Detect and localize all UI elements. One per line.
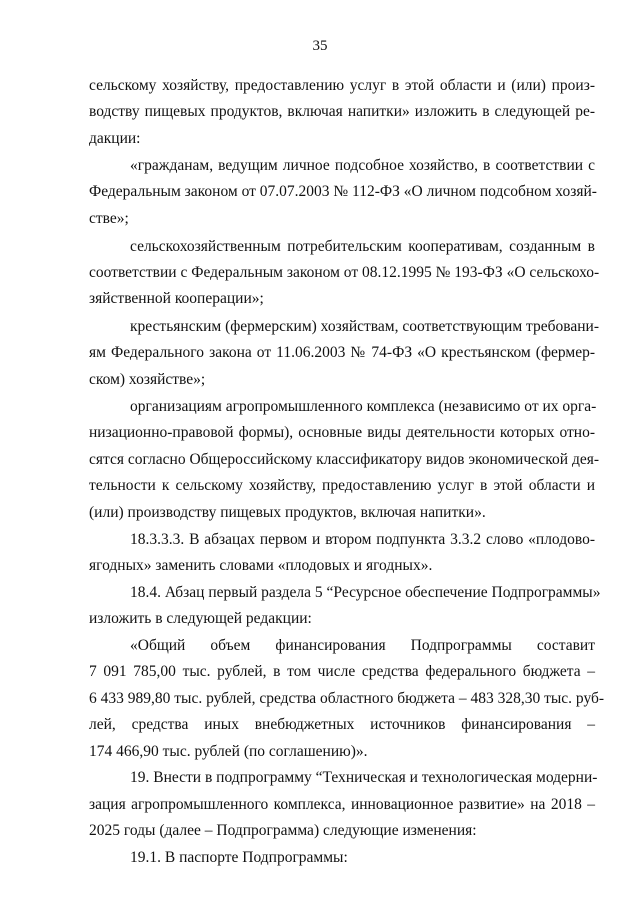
- text-line: дакции:: [89, 130, 141, 147]
- text-line: тельности к сельскому хозяйству, предоставлению услуг в этой области и: [89, 477, 595, 494]
- text-line: зяйственной кооперации»;: [89, 290, 264, 307]
- text-line: 2025 годы (далее – Подпрограмма) следующие изменения:: [89, 822, 477, 839]
- text-line: Федеральным законом от 07.07.2003 № 112-ФЗ «О личном подсобном хозяй-: [89, 183, 597, 200]
- text-line: 174 466,90 тыс. рублей (по соглашению)».: [89, 743, 368, 760]
- text-line: сятся согласно Общероссийскому классификатору видов экономической дея-: [89, 451, 600, 468]
- text-line: лей, средства иных внебюджетных источников финансирования –: [89, 716, 595, 733]
- text-line: 6 433 989,80 тыс. рублей, средства областного бюджета – 483 328,30 тыс. руб-: [89, 690, 605, 707]
- text-line: ском) хозяйстве»;: [89, 371, 206, 388]
- text-line: соответствии с Федеральным законом от 08.12.1995 № 193-ФЗ «О сельскохо-: [89, 264, 600, 281]
- text-line: (или) производству пищевых продуктов, включая напитки».: [89, 504, 486, 521]
- text-line: 18.4. Абзац первый раздела 5 “Ресурсное обеспечение Подпрограммы»: [130, 584, 601, 601]
- page-number: 35: [312, 38, 328, 54]
- text-line: ям Федерального закона от 11.06.2003 № 74-ФЗ «О крестьянском (фермер-: [89, 344, 595, 361]
- text-line: 18.3.3.3. В абзацах первом и втором подпункта 3.3.2 слово «плодово-: [130, 531, 595, 548]
- text-line: «гражданам, ведущим личное подсобное хозяйство, в соответствии с: [130, 157, 595, 174]
- text-line: ягодных» заменить словами «плодовых и ягодных».: [89, 557, 433, 574]
- text-line: сельскому хозяйству, предоставлению услуг в этой области и (или) произ-: [89, 77, 595, 94]
- text-line: сельскохозяйственным потребительским кооперативам, созданным в: [130, 238, 595, 255]
- text-line: крестьянским (фермерским) хозяйствам, соответствующим требовани-: [130, 318, 600, 335]
- text-line: стве»;: [89, 210, 129, 227]
- text-line: 7 091 785,00 тыс. рублей, в том числе средства федерального бюджета –: [89, 663, 595, 680]
- text-line: изложить в следующей редакции:: [89, 610, 312, 627]
- text-line: низационно-правовой формы), основные виды деятельности которых отно-: [89, 424, 595, 441]
- text-line: «Общий объем финансирования Подпрограммы составит: [130, 637, 595, 654]
- text-line: организациям агропромышленного комплекса (независимо от их орга-: [130, 398, 597, 415]
- text-line: водству пищевых продуктов, включая напитки» изложить в следующей ре-: [89, 103, 595, 120]
- text-line: 19. Внести в подпрограмму “Техническая и технологическая модерни-: [130, 769, 598, 786]
- text-line: зация агропромышленного комплекса, инновационное развитие» на 2018 –: [89, 796, 595, 813]
- text-line: 19.1. В паспорте Подпрограммы:: [130, 849, 348, 866]
